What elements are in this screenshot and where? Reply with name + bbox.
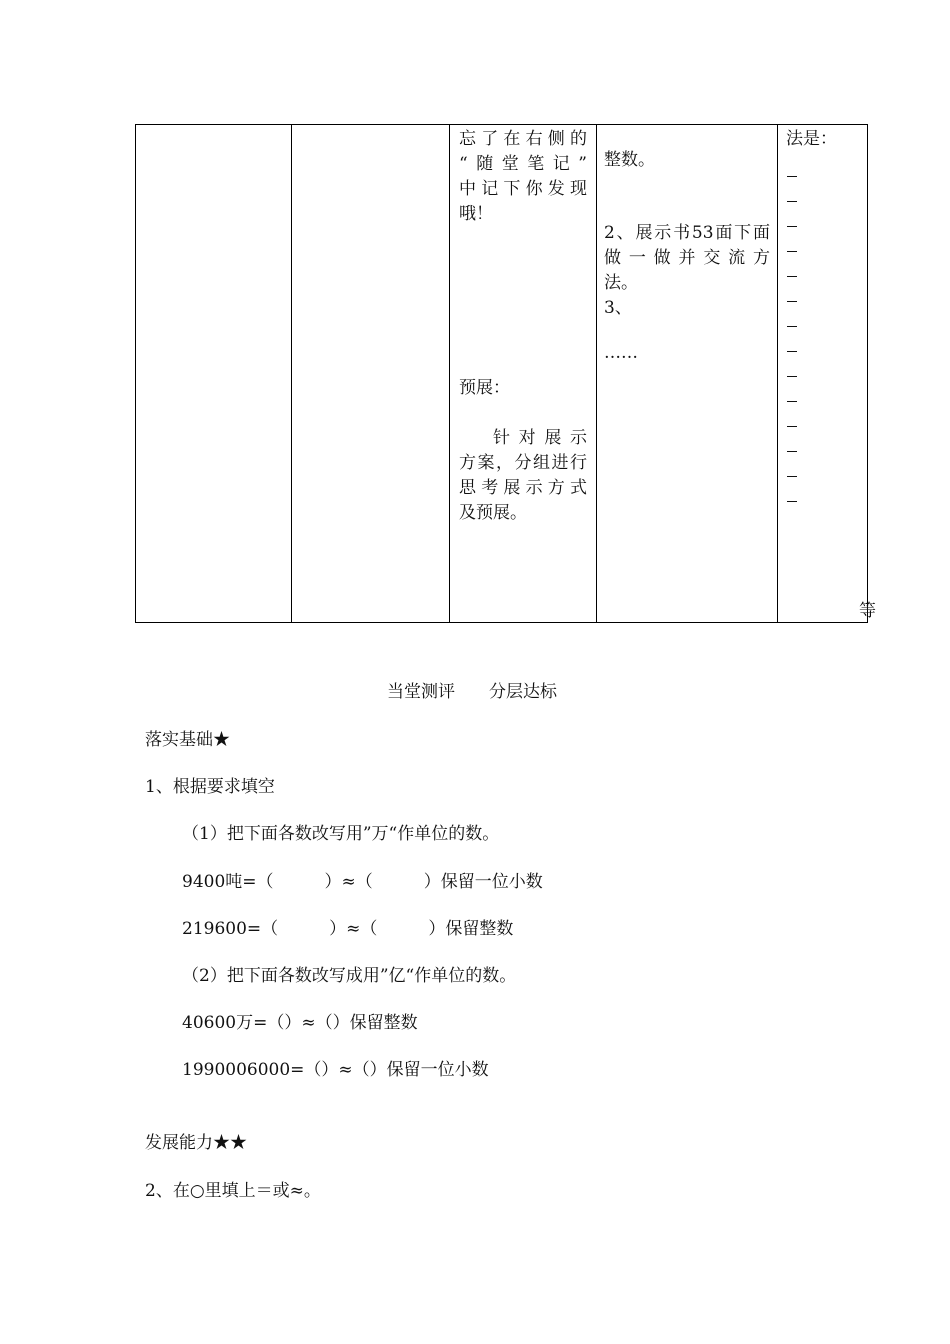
lesson-table (135, 124, 868, 623)
preview-label: 预展： (459, 378, 510, 398)
blank-line-mark (787, 351, 797, 352)
blank-line-mark (787, 401, 797, 402)
question-1: 1、根据要求填空 (145, 777, 275, 797)
col4-ellipsis: …… (604, 343, 638, 363)
section-title: 当堂测评 分层达标 (387, 682, 557, 702)
col5-method-label: 法是： (786, 129, 837, 149)
col4-item2-line: 2、展示书53面下面 (604, 223, 770, 243)
table-divider (291, 125, 292, 622)
col4-item2-line: 法。 (604, 273, 638, 293)
preview-line: 针对展示 (493, 428, 587, 448)
preview-line: 思考展示方式 (459, 478, 587, 498)
question-1-line: 219600=（ ）≈（ ）保留整数 (182, 919, 514, 939)
blank-line-mark (787, 476, 797, 477)
blank-line-mark (787, 201, 797, 202)
blank-line-mark (787, 451, 797, 452)
col4-item3: 3、 (604, 298, 632, 318)
table-divider (777, 125, 778, 622)
question-2: 2、在○里填上＝或≈。 (145, 1181, 321, 1201)
note-reminder-line: 忘了在右侧的 (459, 129, 587, 149)
blank-line-mark (787, 176, 797, 177)
question-1-line: 40600万=（）≈（）保留整数 (182, 1013, 418, 1033)
advanced-heading: 发展能力★★ (145, 1133, 247, 1153)
note-reminder-line: “随堂笔记” (459, 154, 587, 174)
col4-item2-line: 做一做并交流方 (604, 248, 770, 268)
preview-line: 及预展。 (459, 503, 527, 523)
blank-line-mark (787, 501, 797, 502)
table-divider (596, 125, 597, 622)
blank-line-mark (787, 301, 797, 302)
preview-line: 方案，分组进行 (459, 453, 587, 473)
table-divider (449, 125, 450, 622)
question-1-line: 1990006000=（）≈（）保留一位小数 (182, 1060, 489, 1080)
blank-line-mark (787, 326, 797, 327)
question-1-part-2: （2）把下面各数改写成用”亿“作单位的数。 (182, 966, 517, 986)
note-reminder-line: 中记下你发现 (459, 179, 587, 199)
blank-line-mark (787, 276, 797, 277)
basic-heading: 落实基础★ (145, 730, 230, 750)
blank-line-mark (787, 226, 797, 227)
question-1-line: 9400吨=（ ）≈（ ）保留一位小数 (182, 872, 543, 892)
note-reminder-line: 哦！ (459, 204, 493, 224)
col4-integer-text: 整数。 (604, 150, 655, 170)
question-1-part-1: （1）把下面各数改写用”万“作单位的数。 (182, 824, 500, 844)
overflow-char: 等 (859, 601, 876, 621)
blank-line-mark (787, 251, 797, 252)
blank-line-mark (787, 426, 797, 427)
blank-line-mark (787, 376, 797, 377)
